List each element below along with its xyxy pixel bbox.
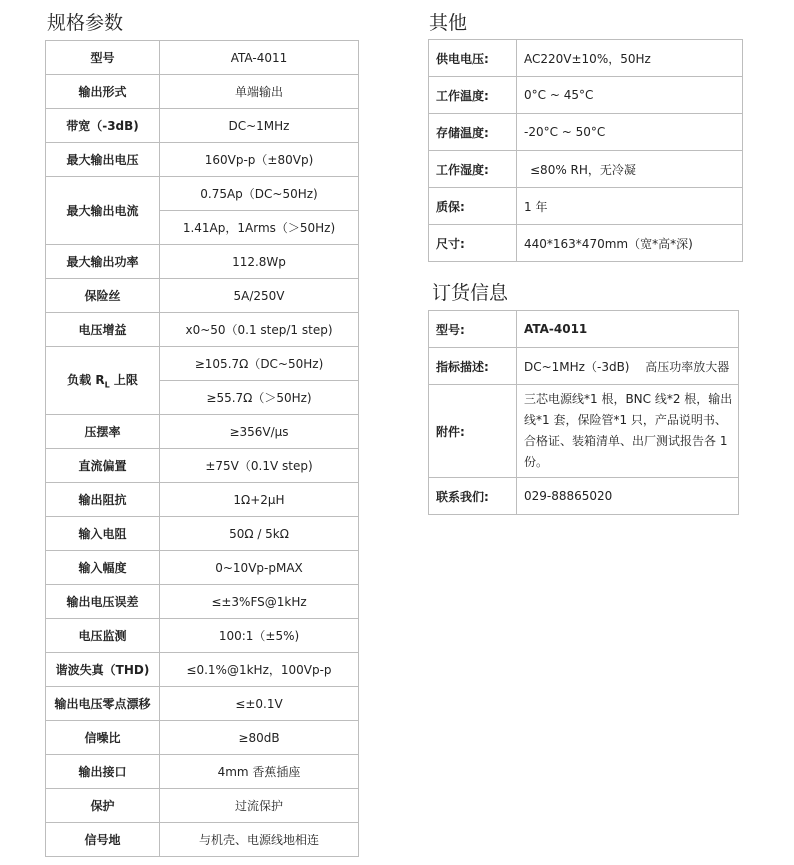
table-row xyxy=(429,151,743,188)
table-row xyxy=(429,77,743,114)
table-row xyxy=(429,225,743,262)
other-label: 质保: xyxy=(429,188,517,225)
spec-label-load xyxy=(46,347,160,415)
order-title: 订货信息 xyxy=(432,282,509,304)
other-value: 0°C ~ 45°C xyxy=(517,77,743,114)
spec-label: 电压监测 xyxy=(46,619,160,653)
spec-value: ±75V（0.1V step) xyxy=(160,449,359,483)
spec-value: 100:1（±5%) xyxy=(160,619,359,653)
spec-value: 5A/250V xyxy=(160,279,359,313)
spec-value: 50Ω / 5kΩ xyxy=(160,517,359,551)
table-row xyxy=(429,478,739,515)
table-row xyxy=(429,40,743,77)
table-row xyxy=(46,483,359,517)
table-row xyxy=(46,517,359,551)
other-label: 存储温度: xyxy=(429,114,517,151)
other-value: AC220V±10%，50Hz xyxy=(517,40,743,77)
table-row xyxy=(46,177,359,211)
order-table xyxy=(428,310,739,515)
spec-label: 输出形式 xyxy=(46,75,160,109)
table-row xyxy=(46,619,359,653)
table-row xyxy=(46,789,359,823)
spec-value: ≤0.1%@1kHz，100Vp-p xyxy=(160,653,359,687)
other-label: 供电电压: xyxy=(429,40,517,77)
other-title: 其他 xyxy=(429,12,468,34)
spec-label: 输入幅度 xyxy=(46,551,160,585)
table-row xyxy=(46,551,359,585)
order-label: 指标描述: xyxy=(429,348,517,385)
order-value: ATA-4011 xyxy=(517,311,739,348)
spec-label: 谐波失真（THD) xyxy=(46,653,160,687)
table-row xyxy=(46,75,359,109)
specs-title: 规格参数 xyxy=(47,12,124,34)
order-value: DC~1MHz（-3dB) 高压功率放大器 xyxy=(517,348,739,385)
spec-label: 输出接口 xyxy=(46,755,160,789)
spec-value: 0.75Ap（DC~50Hz) xyxy=(160,177,359,211)
other-value: 440*163*470mm（宽*高*深) xyxy=(517,225,743,262)
spec-label: 直流偏置 xyxy=(46,449,160,483)
table-row xyxy=(46,347,359,381)
table-row xyxy=(46,279,359,313)
other-label: 尺寸: xyxy=(429,225,517,262)
spec-value: ATA-4011 xyxy=(160,41,359,75)
spec-label: 最大输出功率 xyxy=(46,245,160,279)
table-row xyxy=(46,721,359,755)
table-row xyxy=(429,114,743,151)
spec-value: 112.8Wp xyxy=(160,245,359,279)
spec-label: 型号 xyxy=(46,41,160,75)
other-label: 工作温度: xyxy=(429,77,517,114)
spec-value: DC~1MHz xyxy=(160,109,359,143)
spec-value: ≥80dB xyxy=(160,721,359,755)
other-table xyxy=(428,39,743,262)
spec-label: 压摆率 xyxy=(46,415,160,449)
table-row xyxy=(46,687,359,721)
table-row xyxy=(46,449,359,483)
spec-value: 与机壳、电源线地相连 xyxy=(160,823,359,857)
other-value: ≤80% RH，无冷凝 xyxy=(517,151,743,188)
spec-label: 最大输出电流 xyxy=(46,177,160,245)
spec-value: 0~10Vp-pMAX xyxy=(160,551,359,585)
spec-value: 1Ω+2μH xyxy=(160,483,359,517)
table-row xyxy=(46,415,359,449)
table-row xyxy=(429,188,743,225)
spec-label-part: 负载 R xyxy=(67,373,105,388)
spec-label: 电压增益 xyxy=(46,313,160,347)
other-value: -20°C ~ 50°C xyxy=(517,114,743,151)
other-label: 工作湿度: xyxy=(429,151,517,188)
spec-value: ≤±0.1V xyxy=(160,687,359,721)
spec-label: 最大输出电压 xyxy=(46,143,160,177)
spec-label: 保险丝 xyxy=(46,279,160,313)
table-row xyxy=(46,755,359,789)
table-row xyxy=(429,311,739,348)
spec-label: 输出阻抗 xyxy=(46,483,160,517)
spec-label-part: 上限 xyxy=(109,373,138,388)
spec-value: 单端输出 xyxy=(160,75,359,109)
table-row xyxy=(46,245,359,279)
table-row xyxy=(46,41,359,75)
table-row xyxy=(429,348,739,385)
spec-label: 输出电压零点漂移 xyxy=(46,687,160,721)
table-row xyxy=(46,653,359,687)
spec-value: 1.41Ap，1Arms（＞50Hz) xyxy=(160,211,359,245)
order-label: 型号: xyxy=(429,311,517,348)
spec-label: 输入电阻 xyxy=(46,517,160,551)
table-row xyxy=(46,313,359,347)
order-label: 联系我们: xyxy=(429,478,517,515)
specs-table xyxy=(45,40,359,857)
spec-value: 过流保护 xyxy=(160,789,359,823)
table-row xyxy=(46,109,359,143)
spec-value: ≥105.7Ω（DC~50Hz) xyxy=(160,347,359,381)
other-value: 1 年 xyxy=(517,188,743,225)
order-label: 附件: xyxy=(429,385,517,478)
spec-value: 160Vp-p（±80Vp) xyxy=(160,143,359,177)
spec-value: ≥55.7Ω（＞50Hz) xyxy=(160,381,359,415)
spec-value: ≥356V/μs xyxy=(160,415,359,449)
table-row xyxy=(429,385,739,478)
table-row xyxy=(46,143,359,177)
spec-label: 带宽（-3dB) xyxy=(46,109,160,143)
spec-value: x0~50（0.1 step/1 step) xyxy=(160,313,359,347)
table-row xyxy=(46,823,359,857)
order-value: 三芯电源线*1 根，BNC 线*2 根，输出线*1 套，保险管*1 只，产品说明书、合格证、装箱清单、出厂测试报告各 1 份。 xyxy=(517,385,739,478)
order-value: 029-88865020 xyxy=(517,478,739,515)
spec-label: 信噪比 xyxy=(46,721,160,755)
spec-label: 信号地 xyxy=(46,823,160,857)
spec-label: 输出电压误差 xyxy=(46,585,160,619)
spec-label: 保护 xyxy=(46,789,160,823)
spec-value: ≤±3%FS@1kHz xyxy=(160,585,359,619)
spec-value: 4mm 香蕉插座 xyxy=(160,755,359,789)
spec-label-subscript: L xyxy=(104,380,110,390)
table-row xyxy=(46,585,359,619)
